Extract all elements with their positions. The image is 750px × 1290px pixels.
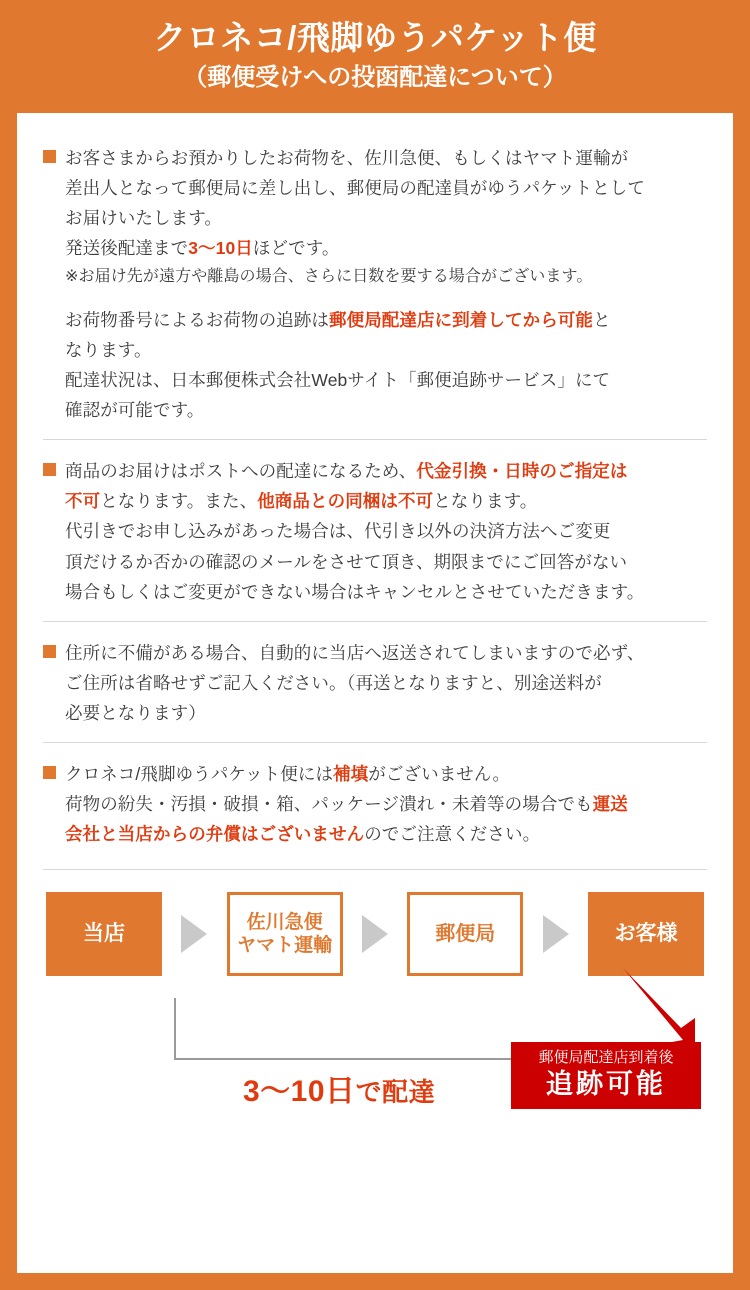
para2-pre: お荷物番号によるお荷物の追跡は bbox=[65, 309, 329, 330]
bullet-square-icon bbox=[43, 463, 56, 476]
s4-line3-post: のでご注意ください。 bbox=[364, 824, 541, 845]
s2-hl-2: 不可 bbox=[65, 491, 101, 512]
flow-box-carrier-label-1: 佐川急便 bbox=[246, 911, 323, 933]
flow-row bbox=[46, 892, 704, 976]
page-title: クロネコ/飛脚ゆうパケット便 bbox=[153, 19, 597, 56]
bracket-horizontal bbox=[174, 1058, 534, 1060]
s2-hl-3: 他商品との同梱は不可 bbox=[257, 491, 434, 512]
section-1-line-1: お客さまからお預かりしたお荷物を、佐川急便、もしくはヤマト運輸が bbox=[65, 148, 629, 168]
delivery-days-suffix: で配達 bbox=[355, 1077, 436, 1108]
flow-box-customer-label: お客様 bbox=[614, 922, 678, 946]
arrow-right-icon bbox=[543, 915, 569, 953]
section-3-line-2: ご住所は省略せずご記入ください。（再送となりますと、別途送料が bbox=[65, 672, 602, 693]
section-4-line-2 bbox=[65, 789, 628, 819]
flow-box-carrier-label-2: ヤマト運輸 bbox=[237, 935, 333, 957]
days-prefix: 発送後配達まで bbox=[65, 238, 189, 259]
s2-post: となります。 bbox=[433, 491, 538, 512]
s4-hl-3: 会社と当店からの弁償はございません bbox=[65, 824, 365, 845]
bracket-vertical bbox=[174, 998, 176, 1060]
s4-post: がございません。 bbox=[368, 764, 511, 785]
days-highlight: 3〜10日 bbox=[188, 238, 253, 259]
section-2-line-2 bbox=[65, 486, 644, 516]
para2-highlight: 郵便局配達店に到着してから可能 bbox=[329, 309, 593, 330]
section-1-note: ※お届け先が遠方や離島の場合、さらに日数を要する場合がございます。 bbox=[65, 268, 593, 286]
s2-pre: 商品のお届けはポストへの配達になるため、 bbox=[65, 461, 417, 482]
delivery-days-label bbox=[243, 1066, 435, 1110]
section-2-line-4: 頂だけるか否かの確認のメールをさせて頂き、期限までにご回答がない bbox=[65, 551, 628, 572]
section-1-days-line bbox=[65, 233, 645, 263]
page-header bbox=[0, 0, 750, 106]
tracking-callout bbox=[511, 1042, 701, 1109]
section-4-body bbox=[65, 759, 628, 849]
section-1-para2-line3: 配達状況は、日本郵便株式会社Webサイト「郵便追跡サービス」にて bbox=[65, 370, 611, 391]
tracking-callout-line-2: 追跡可能 bbox=[546, 1068, 666, 1099]
days-suffix: ほどです。 bbox=[252, 238, 340, 259]
section-3-line-3: 必要となります） bbox=[65, 702, 206, 723]
flow-box-store bbox=[46, 892, 162, 976]
section-payment-restrictions bbox=[43, 439, 707, 620]
section-no-compensation bbox=[43, 742, 707, 863]
section-shipping-flow bbox=[43, 137, 707, 439]
section-1-para2-line2: なります。 bbox=[65, 339, 152, 360]
page-subtitle: （郵便受けへの投函配達について） bbox=[183, 63, 567, 91]
flow-box-customer bbox=[588, 892, 704, 976]
s2-mid: となります。また、 bbox=[100, 491, 258, 512]
flow-box-post-office-label: 郵便局 bbox=[435, 922, 496, 945]
flow-box-store-label: 当店 bbox=[83, 922, 125, 946]
section-1-line-2: 差出人となって郵便局に差し出し、郵便局の配達員がゆうパケットとして bbox=[65, 178, 645, 199]
bullet-square-icon bbox=[43, 150, 56, 163]
content-card bbox=[17, 113, 733, 1273]
section-2-line-1 bbox=[65, 456, 644, 486]
section-2-body bbox=[65, 456, 644, 606]
arrow-right-icon bbox=[181, 915, 207, 953]
arrow-right-icon bbox=[362, 915, 388, 953]
section-1-para2-line4: 確認が可能です。 bbox=[65, 400, 205, 421]
section-address-accuracy bbox=[43, 621, 707, 742]
para2-post: と bbox=[593, 309, 611, 330]
spacer bbox=[65, 291, 645, 305]
section-1-line-3: お届けいたします。 bbox=[65, 208, 222, 229]
bullet-square-icon bbox=[43, 645, 56, 658]
flow-box-carrier bbox=[227, 892, 343, 976]
bullet-square-icon bbox=[43, 766, 56, 779]
flow-box-post-office bbox=[407, 892, 523, 976]
section-4-line-3 bbox=[65, 819, 628, 849]
s4-pre: クロネコ/飛脚ゆうパケット便には bbox=[65, 764, 334, 785]
section-4-line-1 bbox=[65, 759, 628, 789]
delivery-days-number: 3〜10日 bbox=[243, 1075, 356, 1109]
tracking-callout-line-1: 郵便局配達店到着後 bbox=[538, 1049, 674, 1067]
delivery-flow-diagram bbox=[43, 869, 707, 1157]
s2-hl-1: 代金引換・日時のご指定は bbox=[416, 461, 628, 482]
s4-hl-2: 運送 bbox=[592, 794, 628, 815]
section-1-body bbox=[65, 143, 645, 425]
s4-line2-pre: 荷物の紛失・汚損・破損・箱、パッケージ潰れ・未着等の場合でも bbox=[65, 794, 593, 815]
section-1-para2-line1 bbox=[65, 305, 645, 335]
section-3-body bbox=[65, 638, 644, 728]
section-3-line-1: 住所に不備がある場合、自動的に当店へ返送されてしまいますので必ず、 bbox=[65, 642, 645, 663]
section-2-line-5: 場合もしくはご変更ができない場合はキャンセルとさせていただきます。 bbox=[65, 581, 645, 602]
s4-hl-1: 補填 bbox=[333, 764, 369, 785]
section-2-line-3: 代引きでお申し込みがあった場合は、代引き以外の決済方法へご変更 bbox=[65, 521, 611, 542]
